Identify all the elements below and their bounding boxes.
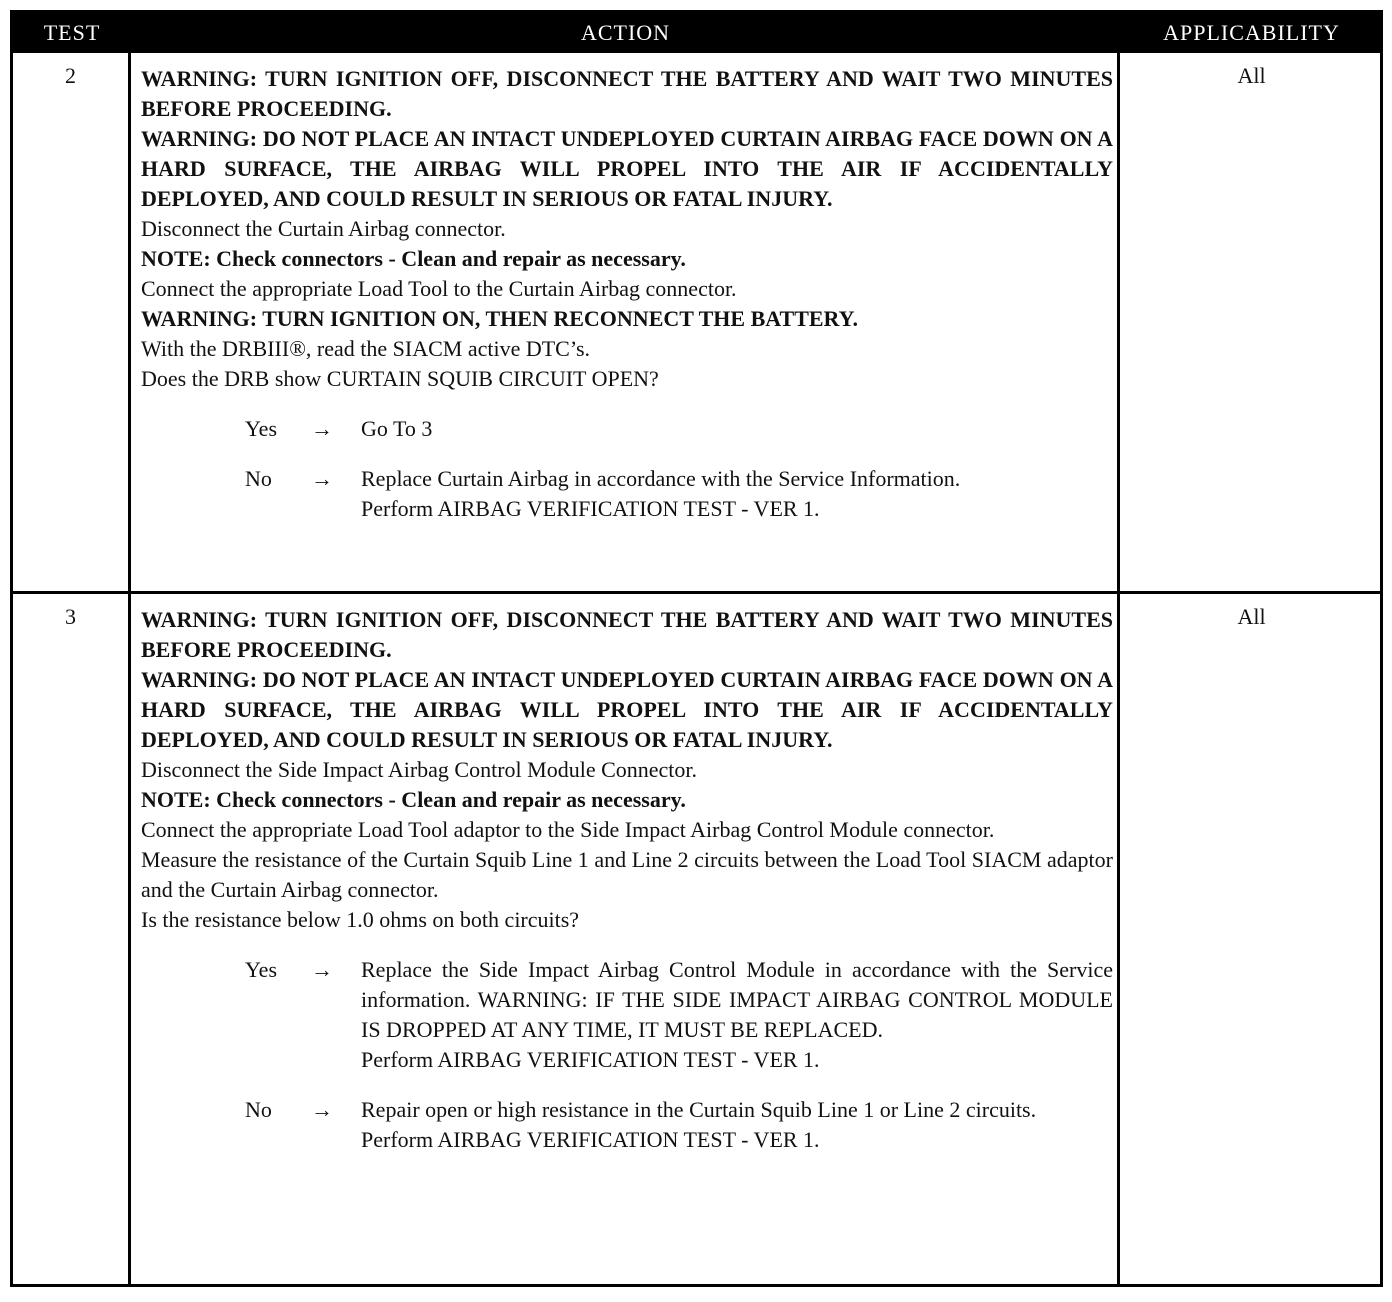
warning-curtain-airbag: WARNING: DO NOT PLACE AN INTACT UNDEPLOYED CURTAIN AIRBAG FACE DOWN ON A HARD SURFACE, THE AIRBAG WILL PROPEL INTO THE AIR IF ACCIDENTALLY DEPLOYED, AND COULD RESULT IN SERIOUS OR FATAL INJURY. <box>141 126 1113 211</box>
arrow-icon: → <box>311 957 333 982</box>
arrow-icon: → <box>311 1097 333 1122</box>
yes-branch <box>141 955 1113 1075</box>
yes-action: Perform AIRBAG VERIFICATION TEST - VER 1. <box>361 1047 820 1072</box>
yes-label: Yes <box>245 416 278 441</box>
header-test: TEST <box>43 20 101 45</box>
no-branch <box>141 464 1113 524</box>
warning-ignition-off: WARNING: TURN IGNITION OFF, DISCONNECT THE BATTERY AND WAIT TWO MINUTES BEFORE PROCEEDING. <box>141 66 1113 121</box>
yes-action: Go To 3 <box>361 416 433 441</box>
yes-label: Yes <box>245 957 278 982</box>
no-branch <box>141 1095 1113 1155</box>
step-text: Connect the appropriate Load Tool to the Curtain Airbag connector. <box>141 276 737 301</box>
arrow-icon: → <box>311 466 333 491</box>
step-text: Disconnect the Curtain Airbag connector. <box>141 216 506 241</box>
warning-ignition-on: WARNING: TURN IGNITION ON, THEN RECONNECT THE BATTERY. <box>141 306 859 331</box>
table-row-test-2 <box>13 53 1380 591</box>
action-cell <box>141 64 1113 524</box>
question-text: Does the DRB show CURTAIN SQUIB CIRCUIT OPEN? <box>141 366 659 391</box>
yes-branch <box>141 414 1113 444</box>
no-action: Repair open or high resistance in the Curtain Squib Line 1 or Line 2 circuits. <box>361 1097 1037 1122</box>
header-applicability: APPLICABILITY <box>1163 20 1340 45</box>
step-text: Disconnect the Side Impact Airbag Control Module Connector. <box>141 757 698 782</box>
warning-curtain-airbag: WARNING: DO NOT PLACE AN INTACT UNDEPLOYED CURTAIN AIRBAG FACE DOWN ON A HARD SURFACE, THE AIRBAG WILL PROPEL INTO THE AIR IF ACCIDENTALLY DEPLOYED, AND COULD RESULT IN SERIOUS OR FATAL INJURY. <box>141 667 1113 752</box>
note-text: NOTE: Check connectors - Clean and repair as necessary. <box>141 787 686 812</box>
no-action: Perform AIRBAG VERIFICATION TEST - VER 1. <box>361 1127 820 1152</box>
test-number: 3 <box>65 604 76 629</box>
table-row-test-3 <box>13 594 1380 1284</box>
table-header <box>13 13 1380 53</box>
question-text: Is the resistance below 1.0 ohms on both circuits? <box>141 907 580 932</box>
yes-action: Replace the Side Impact Airbag Control Module in accordance with the Service information. WARNING: IF THE SIDE IMPACT AIRBAG CONTROL MODULE IS DROPPED AT ANY TIME, IT MUST BE REPLACED. <box>361 957 1113 1042</box>
test-number: 2 <box>65 63 76 88</box>
warning-ignition-off: WARNING: TURN IGNITION OFF, DISCONNECT THE BATTERY AND WAIT TWO MINUTES BEFORE PROCEEDING. <box>141 607 1113 662</box>
no-action: Perform AIRBAG VERIFICATION TEST - VER 1. <box>361 496 820 521</box>
no-label: No <box>245 466 272 491</box>
applicability-value: All <box>1237 63 1266 88</box>
header-action: ACTION <box>580 20 671 45</box>
diagnostic-table <box>10 10 1383 1287</box>
note-text: NOTE: Check connectors - Clean and repair as necessary. <box>141 246 686 271</box>
step-text: Measure the resistance of the Curtain Squib Line 1 and Line 2 circuits between the Load Tool SIACM adaptor and the Curtain Airbag connector. <box>141 847 1113 902</box>
no-label: No <box>245 1097 272 1122</box>
action-cell <box>141 605 1113 1155</box>
arrow-icon: → <box>311 416 333 441</box>
applicability-value: All <box>1237 604 1266 629</box>
no-action: Replace Curtain Airbag in accordance with the Service Information. <box>361 466 961 491</box>
step-text: Connect the appropriate Load Tool adaptor to the Side Impact Airbag Control Module connector. <box>141 817 995 842</box>
step-text: With the DRBIII®, read the SIACM active DTC’s. <box>141 336 591 361</box>
